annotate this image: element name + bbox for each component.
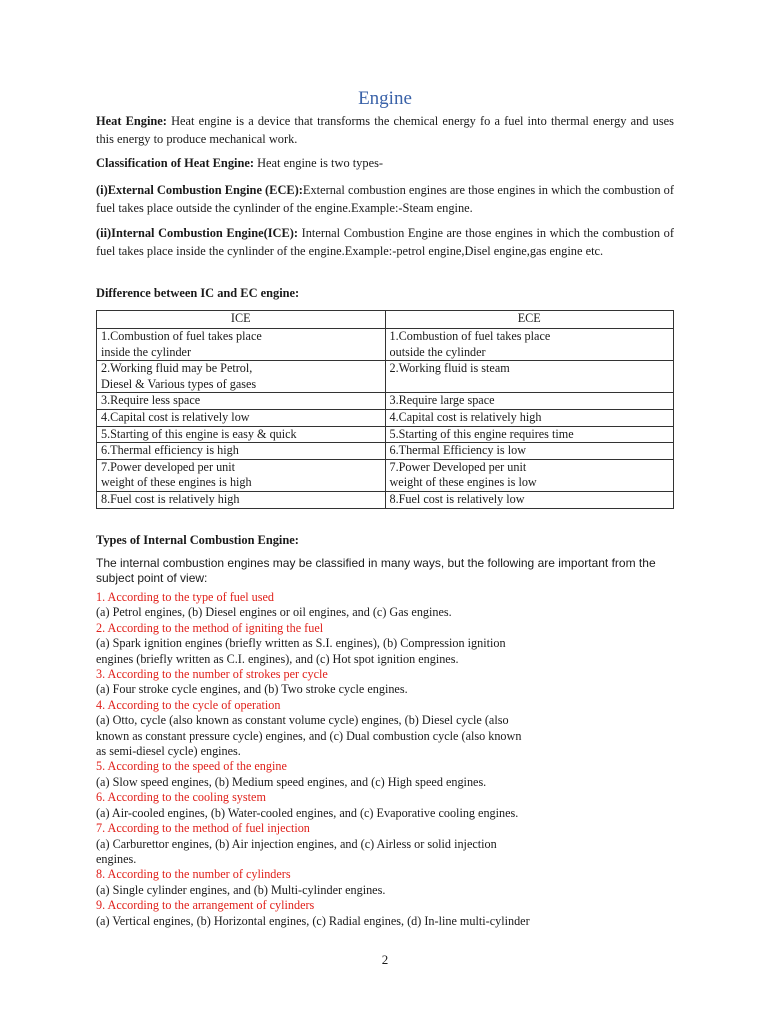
ice-cell bbox=[97, 393, 386, 410]
ece-cell bbox=[385, 393, 674, 410]
ece-paragraph bbox=[96, 181, 674, 217]
ice-cell bbox=[97, 329, 386, 361]
list-item bbox=[96, 590, 674, 621]
types-intro: The internal combustion engines may be classified in many ways, but the following are important from the subject point of view: bbox=[96, 556, 656, 586]
cell-line: 7.Power developed per unit bbox=[101, 459, 236, 474]
heat-engine-text: Heat engine is a device that transforms the chemical energy fo a fuel into thermal energy and uses this energy to produce mechanical work. bbox=[96, 114, 674, 146]
ece-cell bbox=[385, 491, 674, 508]
ice-label: (ii)Internal Combustion Engine(ICE): bbox=[96, 226, 298, 240]
page-title: Engine bbox=[358, 88, 412, 109]
list-item bbox=[96, 667, 674, 698]
cell-line: 6.Thermal efficiency is high bbox=[101, 443, 239, 458]
table-row bbox=[97, 393, 674, 410]
list-item-heading: 5. According to the speed of the engine bbox=[96, 759, 287, 774]
list-item-body: engines. bbox=[96, 851, 137, 866]
ece-label: (i)External Combustion Engine (ECE): bbox=[96, 183, 303, 197]
cell-line: outside the cylinder bbox=[389, 344, 486, 359]
cell-line: 3.Require large space bbox=[389, 393, 495, 408]
ece-cell bbox=[385, 426, 674, 443]
ice-cell bbox=[97, 426, 386, 443]
list-item-heading: 3. According to the number of strokes per cycle bbox=[96, 667, 328, 682]
types-list bbox=[96, 590, 674, 929]
list-item-body: known as constant pressure cycle) engines, and (c) Dual combustion cycle (also known bbox=[96, 728, 522, 743]
comparison-table-body bbox=[97, 329, 674, 509]
list-item-body: (a) Single cylinder engines, and (b) Multi-cylinder engines. bbox=[96, 882, 386, 897]
cell-line: 1.Combustion of fuel takes place bbox=[101, 329, 262, 343]
ice-cell bbox=[97, 443, 386, 460]
ece-cell bbox=[385, 329, 674, 361]
cell-line: 5.Starting of this engine is easy & quick bbox=[101, 426, 297, 441]
cell-line: 6.Thermal Efficiency is low bbox=[389, 443, 527, 458]
list-item-body: (a) Carburettor engines, (b) Air injection engines, and (c) Airless or solid injection bbox=[96, 836, 497, 851]
ice-cell bbox=[97, 459, 386, 491]
list-item-heading: 9. According to the arrangement of cylinders bbox=[96, 898, 315, 913]
list-item bbox=[96, 898, 674, 929]
table-header-row bbox=[97, 311, 674, 329]
list-item-body: (a) Otto, cycle (also known as constant volume cycle) engines, (b) Diesel cycle (also bbox=[96, 713, 509, 728]
cell-line: 3.Require less space bbox=[101, 393, 201, 408]
list-item-body: engines (briefly written as C.I. engines), and (c) Hot spot ignition engines. bbox=[96, 651, 459, 666]
list-item-body: as semi-diesel cycle) engines. bbox=[96, 744, 241, 759]
comparison-table bbox=[96, 310, 674, 509]
list-item bbox=[96, 759, 674, 790]
cell-line: 8.Fuel cost is relatively high bbox=[101, 491, 240, 506]
cell-line: 7.Power Developed per unit bbox=[389, 459, 527, 474]
ice-paragraph bbox=[96, 224, 674, 260]
list-item-heading: 7. According to the method of fuel injection bbox=[96, 821, 310, 836]
list-item bbox=[96, 790, 674, 821]
list-item-heading: 8. According to the number of cylinders bbox=[96, 867, 291, 882]
ice-cell bbox=[97, 361, 386, 393]
table-header-ice: ICE bbox=[97, 311, 386, 329]
cell-line: 4.Capital cost is relatively low bbox=[101, 409, 250, 424]
heat-engine-paragraph bbox=[96, 112, 674, 148]
classification-paragraph bbox=[96, 154, 674, 172]
list-item bbox=[96, 621, 674, 667]
table-row bbox=[97, 361, 674, 393]
table-row bbox=[97, 491, 674, 508]
difference-heading: Difference between IC and EC engine: bbox=[96, 286, 300, 300]
cell-line: 2.Working fluid is steam bbox=[389, 361, 510, 376]
table-row bbox=[97, 426, 674, 443]
list-item bbox=[96, 867, 674, 898]
list-item bbox=[96, 698, 674, 760]
ece-cell bbox=[385, 361, 674, 393]
ice-cell bbox=[97, 491, 386, 508]
cell-line: 1.Combustion of fuel takes place bbox=[389, 329, 551, 343]
table-row bbox=[97, 329, 674, 361]
ice-cell bbox=[97, 409, 386, 426]
list-item-body: (a) Slow speed engines, (b) Medium speed engines, and (c) High speed engines. bbox=[96, 774, 487, 789]
ece-cell bbox=[385, 409, 674, 426]
list-item-heading: 2. According to the method of igniting the fuel bbox=[96, 620, 324, 635]
list-item bbox=[96, 821, 674, 867]
list-item-body: (a) Vertical engines, (b) Horizontal engines, (c) Radial engines, (d) In-line multi-cylinder bbox=[96, 913, 530, 928]
list-item-body: (a) Air-cooled engines, (b) Water-cooled engines, and (c) Evaporative cooling engines. bbox=[96, 805, 519, 820]
list-item-heading: 1. According to the type of fuel used bbox=[96, 590, 275, 604]
cell-line: inside the cylinder bbox=[101, 344, 192, 359]
cell-line: weight of these engines is high bbox=[101, 475, 252, 490]
classification-label: Classification of Heat Engine: bbox=[96, 156, 254, 170]
heat-engine-label: Heat Engine: bbox=[96, 114, 167, 128]
table-row bbox=[97, 459, 674, 491]
cell-line: weight of these engines is low bbox=[389, 475, 537, 490]
list-item-body: (a) Spark ignition engines (briefly written as S.I. engines), (b) Compression ignition bbox=[96, 636, 506, 651]
page-number: 2 bbox=[381, 952, 389, 967]
types-heading: Types of Internal Combustion Engine: bbox=[96, 533, 299, 547]
classification-text: Heat engine is two types- bbox=[253, 156, 384, 170]
cell-line: Diesel & Various types of gases bbox=[101, 376, 257, 391]
ece-text: External combustion engines are those engines in which the combustion of fuel takes place outside the cynlinder of the engine.Example:-Steam engine. bbox=[96, 183, 674, 215]
table-header-ece: ECE bbox=[385, 311, 674, 329]
ece-cell bbox=[385, 459, 674, 491]
cell-line: 2.Working fluid may be Petrol, bbox=[101, 361, 253, 376]
list-item-body: (a) Petrol engines, (b) Diesel engines or oil engines, and (c) Gas engines. bbox=[96, 605, 452, 620]
cell-line: 8.Fuel cost is relatively low bbox=[389, 491, 525, 506]
list-item-heading: 4. According to the cycle of operation bbox=[96, 697, 281, 712]
list-item-heading: 6. According to the cooling system bbox=[96, 790, 266, 805]
ice-text: Internal Combustion Engine are those engines in which the combustion of fuel takes place inside the cynlinder of the engine.Example:-petrol engine,Disel engine,gas engine etc. bbox=[96, 226, 674, 258]
cell-line: 5.Starting of this engine requires time bbox=[389, 426, 574, 441]
ece-cell bbox=[385, 443, 674, 460]
list-item-body: (a) Four stroke cycle engines, and (b) Two stroke cycle engines. bbox=[96, 682, 408, 697]
cell-line: 4.Capital cost is relatively high bbox=[389, 409, 542, 424]
table-row bbox=[97, 409, 674, 426]
table-row bbox=[97, 443, 674, 460]
